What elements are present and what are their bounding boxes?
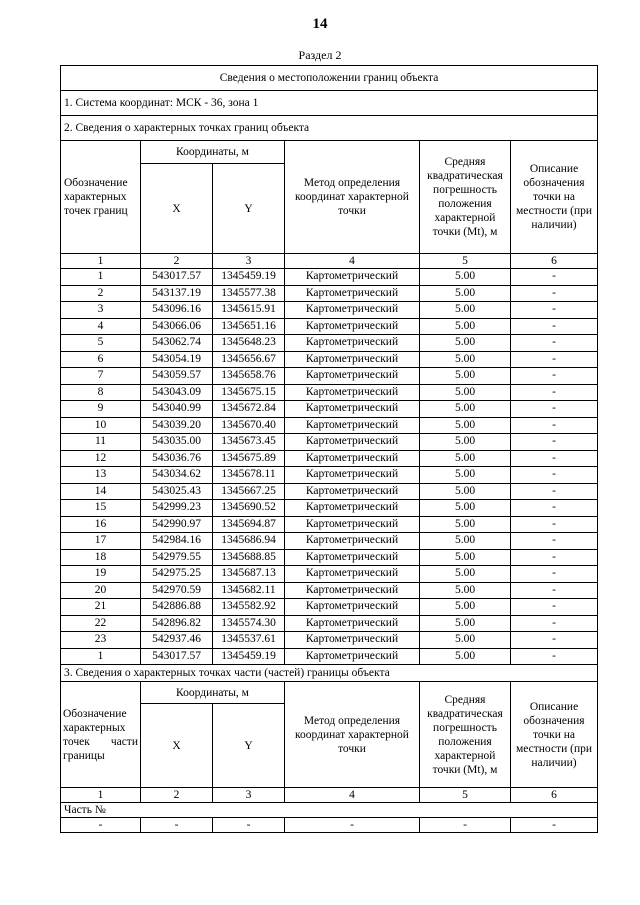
description: - <box>511 335 598 352</box>
description: - <box>511 582 598 599</box>
point-number: 13 <box>61 467 141 484</box>
description: - <box>511 384 598 401</box>
description: - <box>511 500 598 517</box>
description: - <box>511 417 598 434</box>
table-row <box>61 818 598 833</box>
description: - <box>511 401 598 418</box>
description: - <box>511 434 598 451</box>
coord-y: 1345459.19 <box>213 648 285 665</box>
point-number: 21 <box>61 599 141 616</box>
table-row <box>61 582 598 599</box>
coord-x: 542990.97 <box>141 516 213 533</box>
table-row <box>61 549 598 566</box>
coord-x: 543043.09 <box>141 384 213 401</box>
method: Картометрический <box>285 269 420 286</box>
description: - <box>511 516 598 533</box>
table-row <box>61 516 598 533</box>
coord-y: 1345577.38 <box>213 285 285 302</box>
method: Картометрический <box>285 417 420 434</box>
error-value: 5.00 <box>420 516 511 533</box>
point-number: 6 <box>61 351 141 368</box>
coord-y: 1345690.52 <box>213 500 285 517</box>
coord-x: 542896.82 <box>141 615 213 632</box>
coord-x: 542937.46 <box>141 632 213 649</box>
method: Картометрический <box>285 648 420 665</box>
coord-y: 1345537.61 <box>213 632 285 649</box>
description: - <box>511 615 598 632</box>
header-error-part: Средняя квадратическая погрешность положения характерной точки (Mt), м <box>420 682 511 788</box>
column-numbers-row <box>61 254 598 269</box>
error-value: 5.00 <box>420 450 511 467</box>
coord-x: 543035.00 <box>141 434 213 451</box>
coord-x: 542886.88 <box>141 599 213 616</box>
header-coords-part: Координаты, м <box>141 682 285 704</box>
error-value: 5.00 <box>420 533 511 550</box>
description: - <box>511 467 598 484</box>
method: Картометрический <box>285 318 420 335</box>
header-error: Средняя квадратическая погрешность положения характерной точки (Mt), м <box>420 141 511 254</box>
coord-y: 1345682.11 <box>213 582 285 599</box>
error-value: 5.00 <box>420 269 511 286</box>
description: - <box>511 368 598 385</box>
point-number: 1 <box>61 648 141 665</box>
point-number: 17 <box>61 533 141 550</box>
method: Картометрический <box>285 582 420 599</box>
point-number: 9 <box>61 401 141 418</box>
method: Картометрический <box>285 434 420 451</box>
point-number: 10 <box>61 417 141 434</box>
coord-x: 542979.55 <box>141 549 213 566</box>
table-row <box>61 285 598 302</box>
point-number: 14 <box>61 483 141 500</box>
method: Картометрический <box>285 285 420 302</box>
method: Картометрический <box>285 302 420 319</box>
column-number: 6 <box>511 788 598 803</box>
method: Картометрический <box>285 500 420 517</box>
header-coords: Координаты, м <box>141 141 285 164</box>
method: Картометрический <box>285 516 420 533</box>
coord-x: 542970.59 <box>141 582 213 599</box>
coord-y: 1345678.11 <box>213 467 285 484</box>
column-number: 5 <box>420 254 511 269</box>
point-number: 3 <box>61 302 141 319</box>
error-value: 5.00 <box>420 335 511 352</box>
error-value: 5.00 <box>420 549 511 566</box>
error-value: 5.00 <box>420 599 511 616</box>
error-value: 5.00 <box>420 401 511 418</box>
point-number: 11 <box>61 434 141 451</box>
error-value: 5.00 <box>420 302 511 319</box>
coord-x: 542975.25 <box>141 566 213 583</box>
method: Картометрический <box>285 450 420 467</box>
method: Картометрический <box>285 384 420 401</box>
error-value: 5.00 <box>420 467 511 484</box>
header-description-part: Описание обозначения точки на местности (при наличии) <box>511 682 598 788</box>
column-number: 6 <box>511 254 598 269</box>
method: Картометрический <box>285 467 420 484</box>
header-method: Метод определения координат характерной точки <box>285 141 420 254</box>
coord-y: 1345670.40 <box>213 417 285 434</box>
part-label: Часть № <box>61 803 598 818</box>
coord-x: 543062.74 <box>141 335 213 352</box>
part-cell: - <box>141 818 213 833</box>
table-row <box>61 632 598 649</box>
header-x-part: X <box>141 704 213 788</box>
error-value: 5.00 <box>420 500 511 517</box>
coord-y: 1345687.13 <box>213 566 285 583</box>
coord-x: 543025.43 <box>141 483 213 500</box>
section2-title: 2. Сведения о характерных точках границ объекта <box>61 116 598 141</box>
part-cell: - <box>285 818 420 833</box>
section-title: Раздел 2 <box>298 48 342 62</box>
description: - <box>511 549 598 566</box>
table-row <box>61 566 598 583</box>
point-number: 15 <box>61 500 141 517</box>
method: Картометрический <box>285 615 420 632</box>
coord-x: 543059.57 <box>141 368 213 385</box>
header-y-part: Y <box>213 704 285 788</box>
coord-y: 1345582.92 <box>213 599 285 616</box>
description: - <box>511 566 598 583</box>
coord-system: 1. Система координат: МСК - 36, зона 1 <box>61 91 598 116</box>
description: - <box>511 483 598 500</box>
method: Картометрический <box>285 549 420 566</box>
description: - <box>511 318 598 335</box>
error-value: 5.00 <box>420 632 511 649</box>
method: Картометрический <box>285 335 420 352</box>
header-designation-part: Обозначение характерных точек части границы <box>61 682 141 788</box>
point-number: 12 <box>61 450 141 467</box>
method: Картометрический <box>285 351 420 368</box>
description: - <box>511 351 598 368</box>
table-row <box>61 384 598 401</box>
point-number: 8 <box>61 384 141 401</box>
table-row <box>61 318 598 335</box>
method: Картометрический <box>285 566 420 583</box>
table-row <box>61 615 598 632</box>
coord-y: 1345459.19 <box>213 269 285 286</box>
coord-y: 1345651.16 <box>213 318 285 335</box>
error-value: 5.00 <box>420 483 511 500</box>
method: Картометрический <box>285 401 420 418</box>
point-number: 16 <box>61 516 141 533</box>
coord-x: 543039.20 <box>141 417 213 434</box>
error-value: 5.00 <box>420 285 511 302</box>
error-value: 5.00 <box>420 566 511 583</box>
point-number: 23 <box>61 632 141 649</box>
error-value: 5.00 <box>420 318 511 335</box>
description: - <box>511 302 598 319</box>
coord-y: 1345667.25 <box>213 483 285 500</box>
point-number: 4 <box>61 318 141 335</box>
coord-y: 1345686.94 <box>213 533 285 550</box>
coord-y: 1345672.84 <box>213 401 285 418</box>
part-cell: - <box>511 818 598 833</box>
error-value: 5.00 <box>420 648 511 665</box>
point-number: 22 <box>61 615 141 632</box>
table-row <box>61 434 598 451</box>
description: - <box>511 632 598 649</box>
error-value: 5.00 <box>420 615 511 632</box>
method: Картометрический <box>285 368 420 385</box>
page-number: 14 <box>312 16 328 32</box>
coord-y: 1345675.89 <box>213 450 285 467</box>
table-row <box>61 483 598 500</box>
part-cell: - <box>420 818 511 833</box>
column-number: 2 <box>141 788 213 803</box>
error-value: 5.00 <box>420 351 511 368</box>
table-row <box>61 648 598 665</box>
table-row <box>61 401 598 418</box>
point-number: 18 <box>61 549 141 566</box>
part-cell: - <box>61 818 141 833</box>
description: - <box>511 269 598 286</box>
part-cell: - <box>213 818 285 833</box>
coord-x: 543017.57 <box>141 648 213 665</box>
table-row <box>61 450 598 467</box>
method: Картометрический <box>285 533 420 550</box>
coord-y: 1345673.45 <box>213 434 285 451</box>
coord-y: 1345615.91 <box>213 302 285 319</box>
description: - <box>511 599 598 616</box>
column-number: 2 <box>141 254 213 269</box>
table-row <box>61 599 598 616</box>
description: - <box>511 285 598 302</box>
description: - <box>511 533 598 550</box>
header-description: Описание обозначения точки на местности (при наличии) <box>511 141 598 254</box>
coord-x: 543066.06 <box>141 318 213 335</box>
point-number: 2 <box>61 285 141 302</box>
column-number: 5 <box>420 788 511 803</box>
description: - <box>511 648 598 665</box>
method: Картометрический <box>285 599 420 616</box>
table-row <box>61 351 598 368</box>
column-number: 3 <box>213 254 285 269</box>
method: Картометрический <box>285 632 420 649</box>
table-row <box>61 368 598 385</box>
header-y: Y <box>213 164 285 254</box>
boundary-table <box>60 65 598 833</box>
point-number: 5 <box>61 335 141 352</box>
coord-y: 1345648.23 <box>213 335 285 352</box>
coord-y: 1345574.30 <box>213 615 285 632</box>
table-row <box>61 302 598 319</box>
section3-title: 3. Сведения о характерных точках части (частей) границы объекта <box>61 665 598 682</box>
coord-y: 1345688.85 <box>213 549 285 566</box>
header-designation: Обозначение характерных точек границ <box>61 141 141 254</box>
column-number: 1 <box>61 254 141 269</box>
coord-y: 1345675.15 <box>213 384 285 401</box>
coord-x: 543034.62 <box>141 467 213 484</box>
table-row <box>61 533 598 550</box>
table-row <box>61 335 598 352</box>
coord-x: 542999.23 <box>141 500 213 517</box>
table-row <box>61 467 598 484</box>
column-number: 4 <box>285 254 420 269</box>
error-value: 5.00 <box>420 368 511 385</box>
coord-x: 543054.19 <box>141 351 213 368</box>
coord-x: 543017.57 <box>141 269 213 286</box>
coord-y: 1345656.67 <box>213 351 285 368</box>
point-number: 19 <box>61 566 141 583</box>
point-number: 7 <box>61 368 141 385</box>
coord-x: 543036.76 <box>141 450 213 467</box>
column-number: 1 <box>61 788 141 803</box>
point-number: 20 <box>61 582 141 599</box>
error-value: 5.00 <box>420 434 511 451</box>
coord-x: 542984.16 <box>141 533 213 550</box>
column-number: 4 <box>285 788 420 803</box>
error-value: 5.00 <box>420 582 511 599</box>
error-value: 5.00 <box>420 417 511 434</box>
description: - <box>511 450 598 467</box>
error-value: 5.00 <box>420 384 511 401</box>
method: Картометрический <box>285 483 420 500</box>
coord-x: 543137.19 <box>141 285 213 302</box>
coord-x: 543096.16 <box>141 302 213 319</box>
coord-x: 543040.99 <box>141 401 213 418</box>
table-row <box>61 269 598 286</box>
header-method-part: Метод определения координат характерной точки <box>285 682 420 788</box>
header-x: X <box>141 164 213 254</box>
column-number: 3 <box>213 788 285 803</box>
coord-y: 1345658.76 <box>213 368 285 385</box>
table-title: Сведения о местоположении границ объекта <box>61 66 598 91</box>
coord-y: 1345694.87 <box>213 516 285 533</box>
table-row <box>61 417 598 434</box>
column-numbers-row <box>61 788 598 803</box>
point-number: 1 <box>61 269 141 286</box>
table-row <box>61 500 598 517</box>
